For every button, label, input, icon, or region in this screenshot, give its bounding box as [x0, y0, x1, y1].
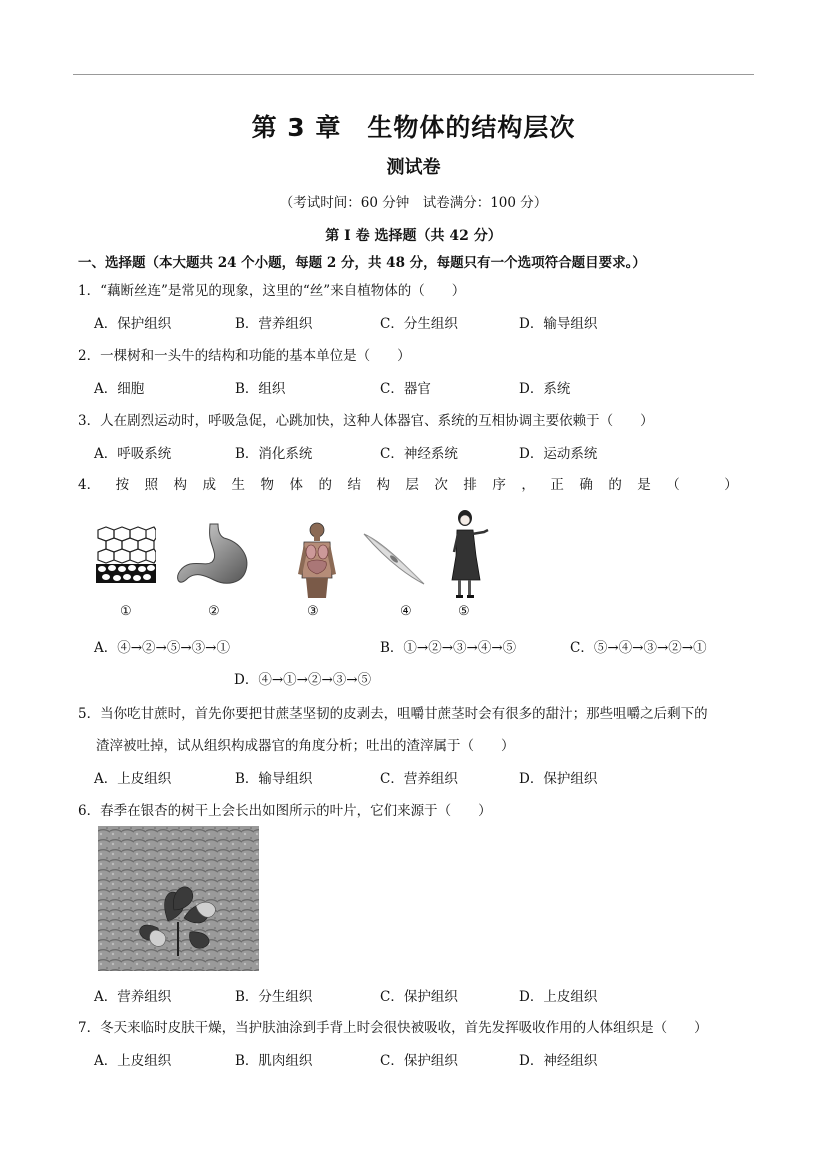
human-body-icon: [296, 522, 338, 598]
q2-option-b: B．组织: [235, 381, 286, 397]
q4-option-d: D．④→①→②→③→⑤: [234, 672, 372, 688]
woman-icon: [448, 508, 490, 600]
question-5-cont: 渣滓被吐掉，试从组织构成器官的角度分析；吐出的渣滓属于（ ）: [96, 738, 515, 754]
ginkgo-photo-icon: [98, 826, 259, 971]
q6-option-a: A．营养组织: [94, 989, 172, 1005]
q5-option-b: B．输导组织: [235, 771, 313, 787]
q4-option-b: B．①→②→③→④→⑤: [380, 640, 517, 656]
question-6: 6．春季在银杏的树干上会长出如图所示的叶片，它们来源于（ ）: [78, 803, 492, 819]
stomach-icon: [174, 522, 254, 588]
figure-label-1: ①: [120, 604, 132, 619]
q6-option-b: B．分生组织: [235, 989, 313, 1005]
q7-option-a: A．上皮组织: [94, 1053, 172, 1069]
figure-label-5: ⑤: [458, 604, 470, 619]
exam-info: （考试时间：60 分钟 试卷满分：100 分）: [279, 195, 548, 211]
q7-option-c: C．保护组织: [380, 1053, 458, 1069]
q7-option-b: B．肌肉组织: [235, 1053, 313, 1069]
page-title: 第 3 章 生物体的结构层次: [251, 113, 576, 142]
figure-label-4: ④: [400, 604, 412, 619]
q3-option-d: D．运动系统: [519, 446, 598, 462]
question-1: 1．“藕断丝连”是常见的现象，这里的“丝”来自植物体的（ ）: [78, 283, 466, 299]
q4-option-c: C．⑤→④→③→②→①: [570, 640, 707, 656]
q1-option-b: B．营养组织: [235, 316, 313, 332]
question-3: 3．人在剧烈运动时，呼吸急促，心跳加快，这种人体器官、系统的互相协调主要依赖于（ ）: [78, 413, 654, 429]
q1-option-c: C．分生组织: [380, 316, 458, 332]
q2-option-a: A．细胞: [94, 381, 145, 397]
figure-label-3: ③: [307, 604, 319, 619]
q6-option-d: D．上皮组织: [519, 989, 598, 1005]
q4-option-a: A．④→②→⑤→③→①: [94, 640, 230, 656]
q3-option-b: B．消化系统: [235, 446, 313, 462]
question-5: 5．当你吃甘蔗时，首先你要把甘蔗茎坚韧的皮剥去，咀嚼甘蔗茎时会有很多的甜汁；那些咀嚼之后剩下的: [78, 706, 708, 722]
q5-option-c: C．营养组织: [380, 771, 458, 787]
q1-option-a: A．保护组织: [94, 316, 172, 332]
q2-option-d: D．系统: [519, 381, 571, 397]
question-7: 7．冬天来临时皮肤干燥，当护肤油涂到手背上时会很快被吸收，首先发挥吸收作用的人体组织是（ ）: [78, 1020, 708, 1036]
figure-label-2: ②: [208, 604, 220, 619]
q3-option-a: A．呼吸系统: [94, 446, 172, 462]
muscle-cell-icon: [362, 528, 426, 588]
q5-option-d: D．保护组织: [519, 771, 598, 787]
header-rule: [73, 74, 754, 75]
q3-option-c: C．神经系统: [380, 446, 458, 462]
part-title: 第 I 卷 选择题（共 42 分）: [325, 228, 502, 244]
cell-tissue-icon: [96, 526, 156, 583]
q1-option-d: D．输导组织: [519, 316, 598, 332]
q5-option-a: A．上皮组织: [94, 771, 172, 787]
page-subtitle: 测试卷: [386, 157, 441, 178]
q6-option-c: C．保护组织: [380, 989, 458, 1005]
question-4: 4． 按 照 构 成 生 物 体 的 结 构 层 次 排 序 ， 正 确 的 是 （ ）: [78, 477, 738, 493]
q7-option-d: D．神经组织: [519, 1053, 598, 1069]
section-title: 一、选择题（本大题共 24 个小题，每题 2 分，共 48 分，每题只有一个选项符合题目要求。）: [78, 255, 646, 271]
q2-option-c: C．器官: [380, 381, 431, 397]
question-2: 2．一棵树和一头牛的结构和功能的基本单位是（ ）: [78, 348, 411, 364]
